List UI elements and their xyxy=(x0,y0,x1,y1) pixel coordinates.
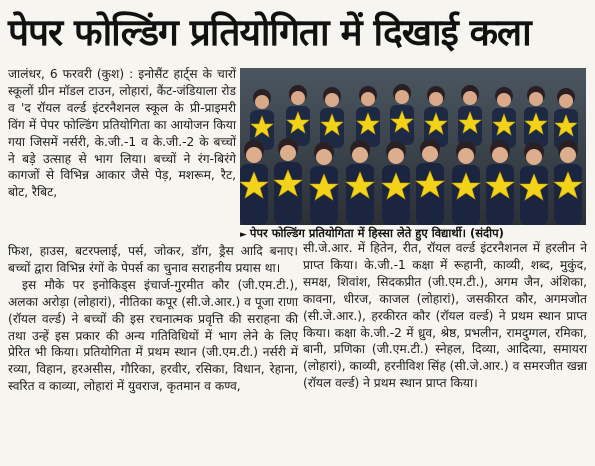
caption-marker-icon: ► xyxy=(240,230,247,240)
article-photo xyxy=(240,68,586,225)
article-column-left-top xyxy=(8,66,236,201)
article-paragraph-3: इस मौके पर इनोकिड्स इंचार्ज-गुरमीत कौर (जी.एम.टी.), अलका अरोड़ा (लोहारां), नीतिका कपूर (सी.जे.आर.) व पूजा राणा (रॉयल वर्ल्ड) ने बच्चों की इस रचनात्मक प्रवृत्ति की सराहना की तथा उन्हें इस प्रकार की अन्य गतिविधियों में भाग लेने के लिए प्रेरित भी किया। प्रतियोगिता में प्रथम स्थान (जी.एम.टी.) नर्सरी में रव्या, विहान, हरअसीस, गौरिका, हरवीर, रसिका, विधान, रेहाना, स्वरित व काव्या, लोहारां में युवराज, कृतमान व कण्व, xyxy=(8,277,298,394)
photo-caption-text: पेपर फोल्डिंग प्रतियोगिता में हिस्सा लेते हुए विद्यार्थी। (संदीप) xyxy=(249,226,504,240)
photo-caption xyxy=(240,226,586,240)
article-paragraph-4: सी.जे.आर. में हितेन, रीत, रॉयल वर्ल्ड इंटरनैशनल में हरलीन ने प्राप्त किया। के.जी.-1 कक्षा में रूहानी, काव्यी, शब्द, मुकुंद, समक्ष, शिवांश, सिदकप्रीत (जी.एम.टी.), अगम जैन, अंशिका, कावना, धीरज, काजल (लोहारां), जसकीरत कौर, अगमजोत (सी.जे.आर.), हरकीरत कौर (रॉयल वर्ल्ड) ने प्रथम स्थान प्राप्त किया। कक्षा के.जी.-2 में ध्रुव, श्रेष्ठ, प्रभलीन, रामदुग्गल, रमिका, बानी, प्रणिका (जी.एम.टी.) स्नेहल, दिव्या, आदित्या, समायरा (लोहारां), काव्यी, हरनीविश सिंह (सी.जे.आर.) व समरजीत खन्ना (रॉयल वर्ल्ड) ने प्रथम स्थान प्राप्त किया। xyxy=(303,241,587,391)
headline: पेपर फोल्डिंग प्रतियोगिता में दिखाई कला xyxy=(8,11,531,54)
article-paragraph-2: फिश, हाउस, बटरफ्लाई, पर्स, जोकर, डॉग, ड्रैस आदि बनाए। बच्चों द्वारा विभिन्न रंगों के पेपर्स का चुनाव सराहनीय प्रयास था। xyxy=(8,244,298,275)
article-column-right xyxy=(303,240,587,392)
article-column-left-bottom xyxy=(8,243,298,395)
article-paragraph-1: जालंधर, 6 फरवरी (कुश) : इनोसैंट हार्ट्स के चारों स्कूलों ग्रीन मॉडल टाउन, लोहारां, कैंट-जंडियाला रोड व 'द रॉयल वर्ल्ड इंटरनैशनल स्कूल के प्री-प्राइमरी विंग में पेपर फोल्डिंग प्रतियोगिता का आयोजन किया गया जिसमें नर्सरी, के.जी.-1 व के.जी.-2 के बच्चों ने बड़े उत्साह से भाग लिया। बच्चों ने रंग-बिरंगे कागजों से विभिन्न आकार जैसे पेड़, मशरूम, रैट, बोट, रैबिट, xyxy=(8,67,236,200)
